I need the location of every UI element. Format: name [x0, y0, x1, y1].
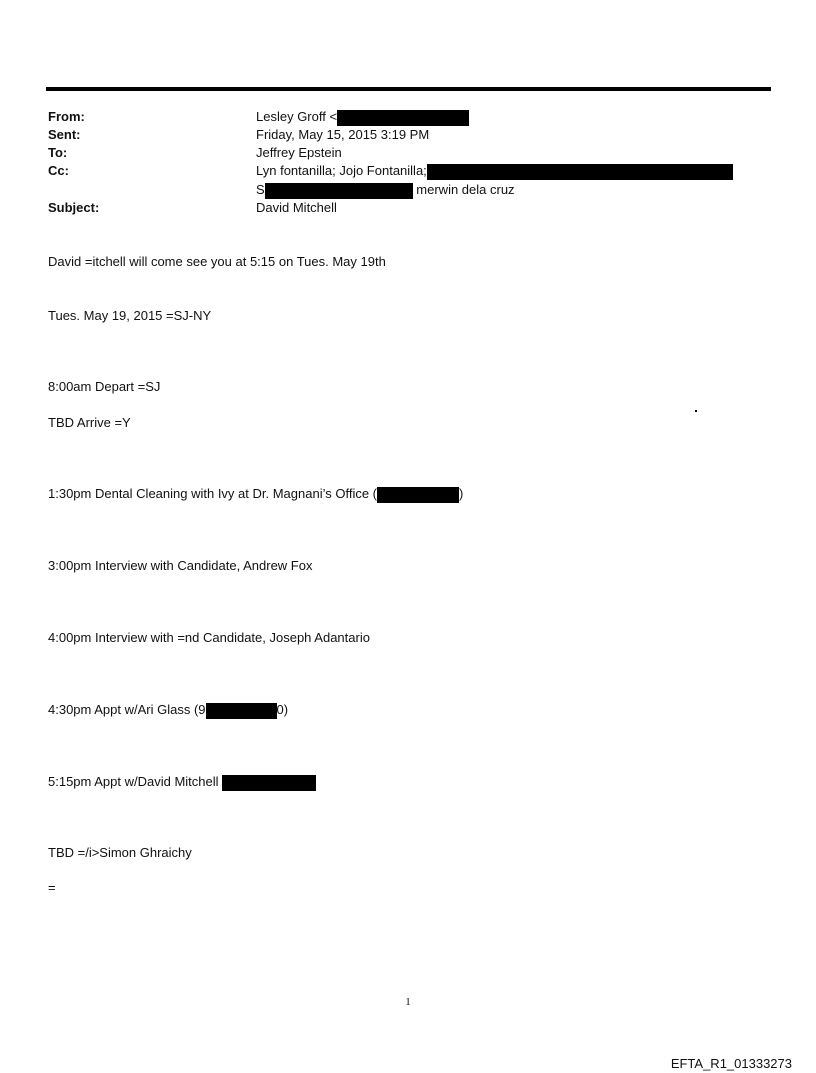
intro-line: David =itchell will come see you at 5:15 on Tues. May 19th [48, 254, 386, 269]
simon-line: TBD =/i>Simon Ghraichy [48, 845, 192, 860]
dental-line [48, 485, 463, 503]
equals-line: = [48, 880, 56, 895]
dental-text: 1:30pm Dental Cleaning with Ivy at Dr. Magnani’s Office ( [48, 486, 378, 501]
header-rule [46, 87, 771, 91]
cc-names: Lyn fontanilla; Jojo Fontanilla; [256, 163, 427, 178]
from-value [256, 108, 469, 126]
mitchell-line [48, 773, 316, 791]
interview1-line: 3:00pm Interview with Candidate, Andrew Fox [48, 558, 313, 573]
sent-label: Sent: [48, 127, 81, 142]
redaction-block [337, 110, 469, 126]
cc-value-line1 [256, 162, 733, 180]
interview2-line: 4:00pm Interview with =nd Candidate, Joseph Adantario [48, 630, 370, 645]
mitchell-text: 5:15pm Appt w/David Mitchell [48, 774, 219, 789]
footer-doc-id: EFTA_R1_01333273 [670, 1056, 792, 1071]
stray-dot [695, 410, 697, 412]
to-label: To: [48, 145, 68, 160]
ari-close: 0) [276, 702, 289, 717]
cc-label: Cc: [48, 163, 69, 178]
cc-prefix: S [256, 182, 265, 197]
redaction-block [427, 164, 733, 180]
redaction-block [265, 183, 413, 199]
ari-text: 4:30pm Appt w/Ari Glass (9 [48, 702, 206, 717]
from-name: Lesley Groff < [256, 109, 338, 124]
redaction-block [222, 775, 316, 791]
cc-value-line2 [256, 181, 515, 199]
to-value: Jeffrey Epstein [256, 145, 342, 160]
page-number: 1 [405, 996, 411, 1008]
subject-label: Subject: [48, 200, 100, 215]
redaction-block [377, 487, 459, 503]
redaction-block [206, 703, 277, 719]
subject-value: David Mitchell [256, 200, 337, 215]
sent-value: Friday, May 15, 2015 3:19 PM [256, 127, 430, 142]
ari-line [48, 701, 288, 719]
depart-line: 8:00am Depart =SJ [48, 379, 161, 394]
arrive-line: TBD Arrive =Y [48, 415, 131, 430]
date-line: Tues. May 19, 2015 =SJ-NY [48, 308, 212, 323]
dental-close: ) [459, 486, 464, 501]
cc-merwin: merwin dela cruz [416, 182, 515, 197]
from-label: From: [48, 109, 85, 124]
